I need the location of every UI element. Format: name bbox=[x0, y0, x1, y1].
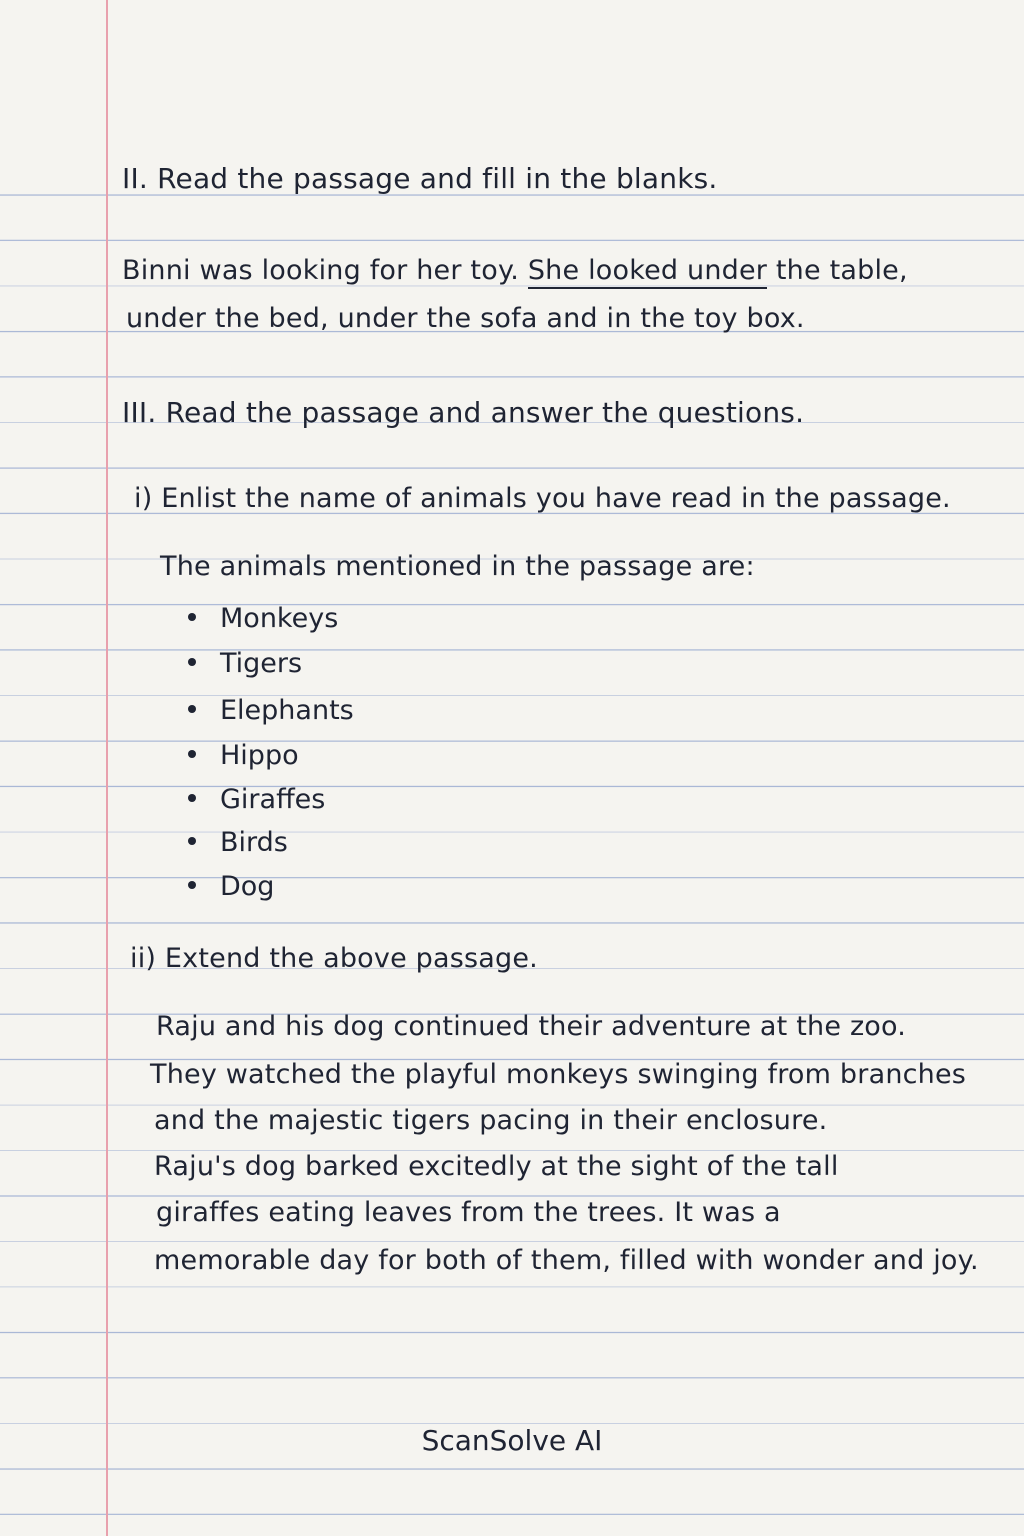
bullet-icon bbox=[188, 658, 196, 666]
watermark: ScanSolve AI bbox=[421, 1424, 603, 1457]
bullet-icon bbox=[188, 837, 196, 845]
list-item: Monkeys bbox=[188, 602, 338, 636]
section-2-passage-line-2: under the bed, under the sofa and in the toy box. bbox=[126, 303, 805, 334]
section-2-passage-line-1 bbox=[122, 254, 908, 288]
margin-line bbox=[106, 0, 108, 1536]
underlined-answer: She looked under bbox=[528, 255, 767, 289]
bullet-icon bbox=[188, 705, 196, 713]
list-item: Dog bbox=[188, 870, 274, 904]
passage-line: giraffes eating leaves from the trees. It was a bbox=[156, 1197, 781, 1228]
list-item: Tigers bbox=[188, 647, 302, 681]
list-item: Hippo bbox=[188, 739, 299, 773]
question-2: ii) Extend the above passage. bbox=[130, 943, 538, 974]
bullet-icon bbox=[188, 613, 196, 621]
list-item: Birds bbox=[188, 826, 288, 860]
passage-line: Raju's dog barked excitedly at the sight of the tall bbox=[154, 1151, 839, 1182]
bullet-icon bbox=[188, 750, 196, 758]
passage-text: Binni was looking for her toy. bbox=[122, 255, 528, 286]
list-item: Giraffes bbox=[188, 783, 325, 817]
section-2-heading: II. Read the passage and fill in the blanks. bbox=[122, 162, 718, 195]
passage-line: Raju and his dog continued their adventure at the zoo. bbox=[156, 1011, 907, 1042]
list-item: Elephants bbox=[188, 694, 354, 728]
passage-line: memorable day for both of them, filled with wonder and joy. bbox=[154, 1245, 979, 1276]
passage-line: They watched the playful monkeys swinging from branches bbox=[150, 1059, 967, 1090]
question-1: i) Enlist the name of animals you have read in the passage. bbox=[134, 483, 951, 514]
section-3-heading: III. Read the passage and answer the questions. bbox=[122, 396, 805, 429]
bullet-icon bbox=[188, 794, 196, 802]
passage-text: the table, bbox=[767, 255, 908, 286]
passage-line: and the majestic tigers pacing in their enclosure. bbox=[154, 1105, 828, 1136]
bullet-icon bbox=[188, 881, 196, 889]
answer-intro: The animals mentioned in the passage are: bbox=[160, 551, 755, 582]
